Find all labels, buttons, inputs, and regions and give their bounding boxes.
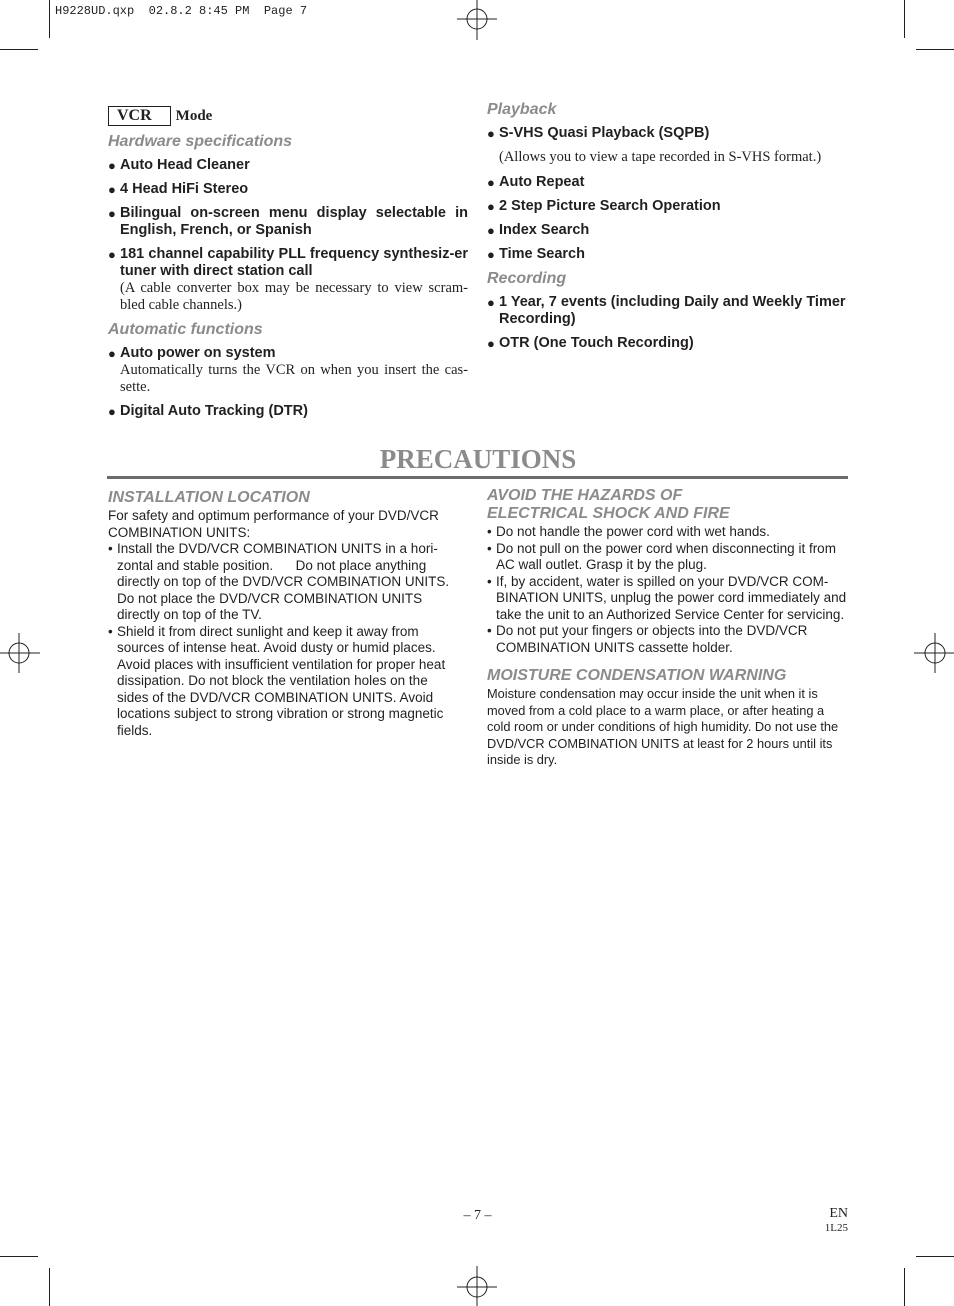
automatic-heading: Automatic functions [108, 321, 263, 338]
moisture-text: Moisture condensation may occur inside the unit when it is moved from a cold place to a warm place, or after heating a cold room or under conditions of high humidity. Do not use the DVD/VCR COMBINATION UNITS at least for 2 hours until its inside is dry. [487, 686, 839, 767]
recording-heading: Recording [487, 270, 567, 287]
crop-mark [49, 1268, 50, 1306]
feature-item: ● Time Search [487, 246, 585, 262]
bullet-icon: ● [108, 247, 116, 262]
bullet-icon: ● [108, 404, 116, 419]
vcr-features-right [487, 101, 849, 359]
installation-section [108, 489, 458, 739]
bullet-icon: • [108, 541, 113, 556]
playback-heading: Playback [487, 101, 557, 118]
bullet-icon: ● [487, 247, 495, 262]
feature-item: ● Digital Auto Tracking (DTR) [108, 403, 308, 419]
moisture-heading: MOISTURE CONDENSATION WARNING [487, 667, 787, 684]
page-title: PRECAUTIONS [379, 444, 577, 474]
bullet-icon: • [487, 524, 492, 539]
hardware-heading: Hardware specifications [108, 133, 293, 150]
registration-mark-icon [457, 1266, 497, 1306]
bullet-icon: ● [108, 182, 116, 197]
feature-item: ● Bilingual on-screen menu display selectable in English, French, or Spanish [108, 205, 468, 238]
bullet-icon: • [487, 540, 492, 556]
list-item: • Shield it from direct sunlight and keep it away from sources of intense heat. Avoid dusty or humid places. Avoid places with insufficient ventilation for proper heat dissipation. Do not block the ventilation holes on the sides of the DVD/VCR COMBINATION UNITS. Avoid locations subject to strong vibration or strong magnetic fields. [108, 623, 446, 738]
document-code: 1L25 [824, 1222, 848, 1234]
feature-item: ● 4 Head HiFi Stereo [108, 181, 249, 197]
list-item: • Do not pull on the power cord when disconnecting it from AC wall outlet. Grasp it by the plug. [487, 540, 836, 572]
feature-item: ● Index Search [487, 222, 590, 238]
crop-mark [49, 0, 50, 38]
feature-item: ● 1 Year, 7 events (including Daily and Weekly Timer Recording) [487, 294, 846, 327]
bullet-icon: ● [487, 223, 495, 238]
vcr-label: VCR [108, 106, 171, 126]
bullet-icon: • [487, 573, 492, 589]
crop-mark [904, 1268, 905, 1306]
language-code: EN [829, 1206, 848, 1221]
installation-intro: For safety and optimum performance of your DVD/VCR COMBINATION UNITS: [108, 508, 439, 540]
bullet-icon: ● [108, 346, 116, 361]
bullet-icon: ● [487, 295, 495, 310]
bullet-icon: ● [108, 206, 116, 221]
feature-note: (Allows you to view a tape recorded in S-VHS format.) [499, 149, 822, 165]
feature-item: ● S-VHS Quasi Playback (SQPB) [487, 125, 710, 141]
bullet-icon: ● [487, 175, 495, 190]
vcr-features-left [108, 106, 468, 427]
crop-mark [916, 1256, 954, 1257]
bullet-icon: • [487, 623, 492, 638]
bullet-icon: ● [108, 158, 116, 173]
crop-mark [0, 49, 38, 50]
feature-note: (A cable converter box may be necessary to view scram-bled cable channels.) [120, 280, 468, 313]
mode-label: Mode [175, 108, 213, 124]
list-item: • If, by accident, water is spilled on your DVD/VCR COM-BINATION UNITS, unplug the power cord immediately and take the unit to an Authorized Service Center for servicing. [487, 573, 847, 622]
feature-item: ● Auto Repeat [487, 174, 585, 190]
list-item: • Install the DVD/VCR COMBINATION UNITS in a hori-zontal and stable position. Do not place anything directly on top of the DVD/VCR COMBINATION UNITS. Do not place the DVD/VCR COMBINATION UNITS directly on top of the TV. [108, 541, 453, 622]
bullet-icon: ● [487, 126, 495, 141]
file-slug: H9228UD.qxp 02.8.2 8:45 PM Page 7 [55, 4, 308, 18]
list-item: • Do not handle the power cord with wet hands. [487, 524, 770, 539]
list-item: • Do not put your fingers or objects into the DVD/VCR COMBINATION UNITS cassette holder. [487, 623, 808, 655]
bullet-icon: ● [487, 336, 495, 351]
feature-item: ● 181 channel capability PLL frequency synthesiz-er tuner with direct station call (A cable converter box may be necessary to view scram-bled cable channels.) [108, 246, 468, 313]
page-number: – 7 – [463, 1208, 492, 1223]
title-rule [107, 476, 848, 479]
feature-item: ● OTR (One Touch Recording) [487, 335, 694, 351]
crop-mark [0, 1256, 38, 1257]
bullet-icon: • [108, 623, 113, 639]
registration-mark-icon [0, 633, 40, 673]
hazards-section [487, 487, 849, 769]
feature-item: ● Auto Head Cleaner [108, 157, 250, 173]
registration-mark-icon [457, 0, 497, 40]
hazards-heading: AVOID THE HAZARDS OF ELECTRICAL SHOCK AND FIRE [487, 487, 730, 522]
bullet-icon: ● [487, 199, 495, 214]
feature-note: Automatically turns the VCR on when you insert the cas-sette. [120, 362, 468, 395]
crop-mark [904, 0, 905, 38]
registration-mark-icon [914, 633, 954, 673]
crop-mark [916, 49, 954, 50]
feature-item: ● 2 Step Picture Search Operation [487, 198, 721, 214]
feature-item: ● Auto power on system Automatically turns the VCR on when you insert the cas-sette. [108, 345, 468, 395]
mode-header [108, 106, 468, 126]
installation-heading: INSTALLATION LOCATION [108, 489, 310, 506]
